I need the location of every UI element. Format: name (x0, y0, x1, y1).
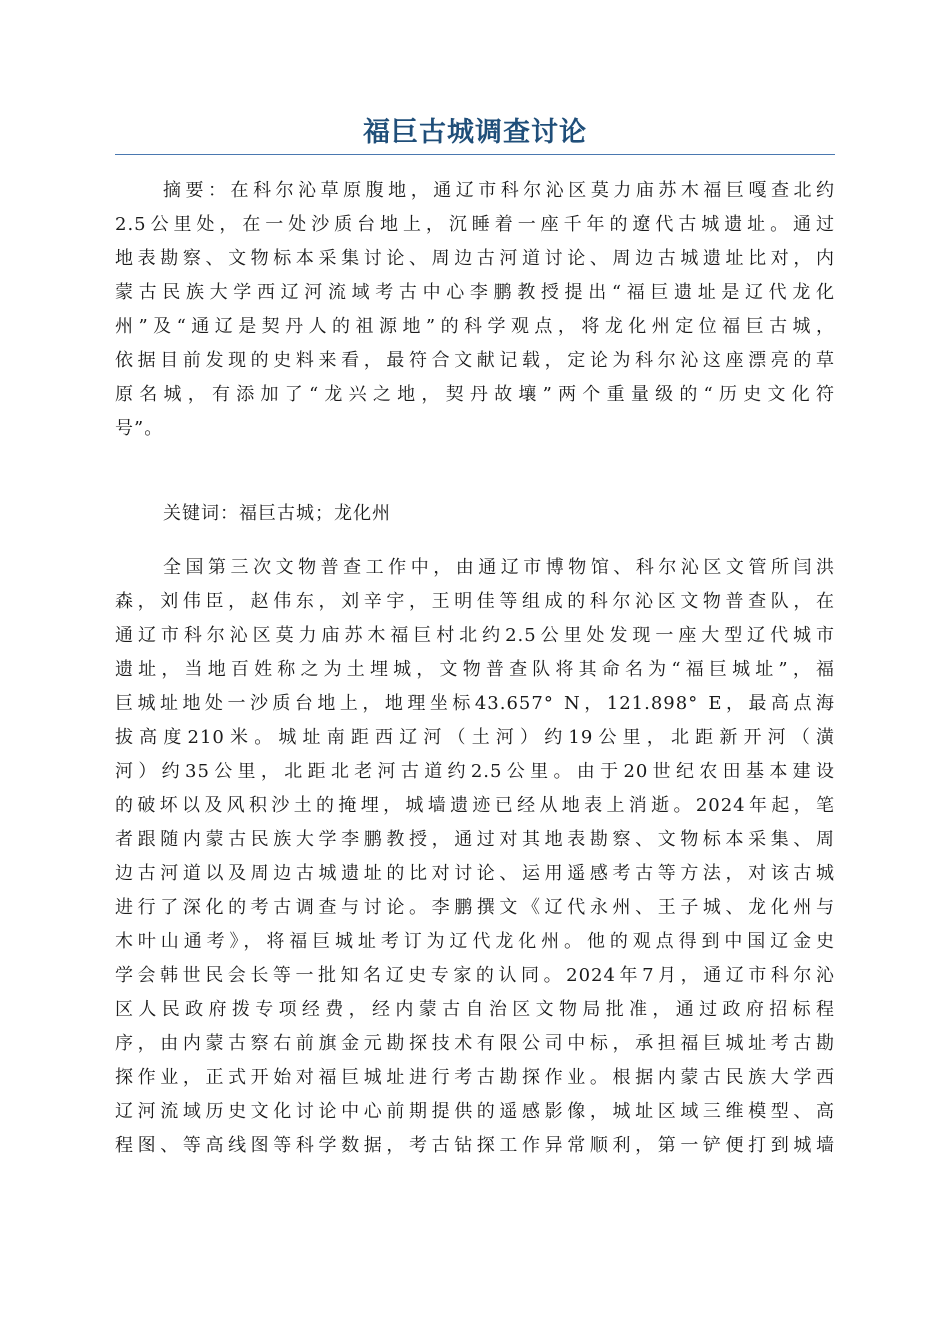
body-line: 森，刘伟臣，赵伟东，刘辛宇，王明佳等组成的科尔沁区文物普查队，在 (115, 591, 835, 612)
abstract-paragraph (115, 174, 835, 446)
body-line: 探作业，正式开始对福巨城址进行考古勘探作业。根据内蒙古民族大学西 (115, 1067, 835, 1088)
body-line: 学会韩世民会长等一批知名辽史专家的认同。2024年7月，通辽市科尔沁 (115, 965, 835, 986)
body-line: 序，由内蒙古察右前旗金元勘探技术有限公司中标，承担福巨城址考古勘 (115, 1033, 835, 1054)
main-paragraph (115, 551, 835, 1163)
abstract-line: 2.5公里处，在一处沙质台地上，沉睡着一座千年的遼代古城遗址。通过 (115, 214, 835, 235)
abstract-line: 依据目前发现的史料来看，最符合文献记载，定论为科尔沁这座漂亮的草 (115, 350, 835, 371)
document-title: 福巨古城调查讨论 (363, 117, 587, 148)
body-line: 进行了深化的考古调查与讨论。李鹏撰文《辽代永州、王子城、龙化州与 (115, 897, 835, 918)
body-line: 区人民政府拨专项经费，经内蒙古自治区文物局批准，通过政府招标程 (115, 999, 835, 1020)
body-line: 辽河流域历史文化讨论中心前期提供的遥感影像，城址区域三维模型、高 (115, 1101, 835, 1122)
body-line: 河）约35公里，北距北老河古道约2.5公里。由于20世纪农田基本建设 (115, 761, 835, 782)
title-underline (115, 154, 835, 155)
abstract-line: 原名城，有添加了“龙兴之地，契丹故壤”两个重量级的“历史文化符 (115, 384, 835, 405)
body-line: 的破坏以及风积沙土的掩埋，城墙遗迹已经从地表上消逝。2024年起，笔 (115, 795, 835, 816)
abstract-line: 号”。 (115, 418, 164, 439)
body-line: 者跟随内蒙古民族大学李鹏教授，通过对其地表勘察、文物标本采集、周 (115, 829, 835, 850)
keywords-paragraph (115, 497, 835, 531)
body-line: 遗址，当地百姓称之为土埋城，文物普查队将其命名为“福巨城址”，福 (115, 659, 835, 680)
body-line: 程图、等高线图等科学数据，考古钻探工作异常顺利，第一铲便打到城墙 (115, 1135, 835, 1156)
body-line: 拔高度210米。城址南距西辽河（土河）约19公里，北距新开河（潢 (115, 727, 835, 748)
body-line: 木叶山通考》，将福巨城址考订为辽代龙化州。他的观点得到中国辽金史 (115, 931, 835, 952)
keywords-line: 关键词：福巨古城；龙化州 (163, 503, 391, 524)
abstract-line: 地表勘察、文物标本采集讨论、周边古河道讨论、周边古城遗址比对，内 (115, 248, 835, 269)
abstract-line: 州”及“通辽是契丹人的祖源地”的科学观点，将龙化州定位福巨古城， (115, 316, 835, 337)
body-line: 通辽市科尔沁区莫力庙苏木福巨村北约2.5公里处发现一座大型辽代城市 (115, 625, 835, 646)
body-line: 巨城址地处一沙质台地上，地理坐标43.657° N，121.898° E，最高点海 (115, 693, 835, 714)
abstract-line: 蒙古民族大学西辽河流域考古中心李鹏教授提出“福巨遗址是辽代龙化 (115, 282, 835, 303)
body-line: 全国第三次文物普查工作中，由通辽市博物馆、科尔沁区文管所闫洪 (163, 557, 835, 578)
abstract-line: 摘要：在科尔沁草原腹地，通辽市科尔沁区莫力庙苏木福巨嘎查北约 (163, 180, 835, 201)
body-line: 边古河道以及周边古城遗址的比对讨论、运用遥感考古等方法，对该古城 (115, 863, 835, 884)
